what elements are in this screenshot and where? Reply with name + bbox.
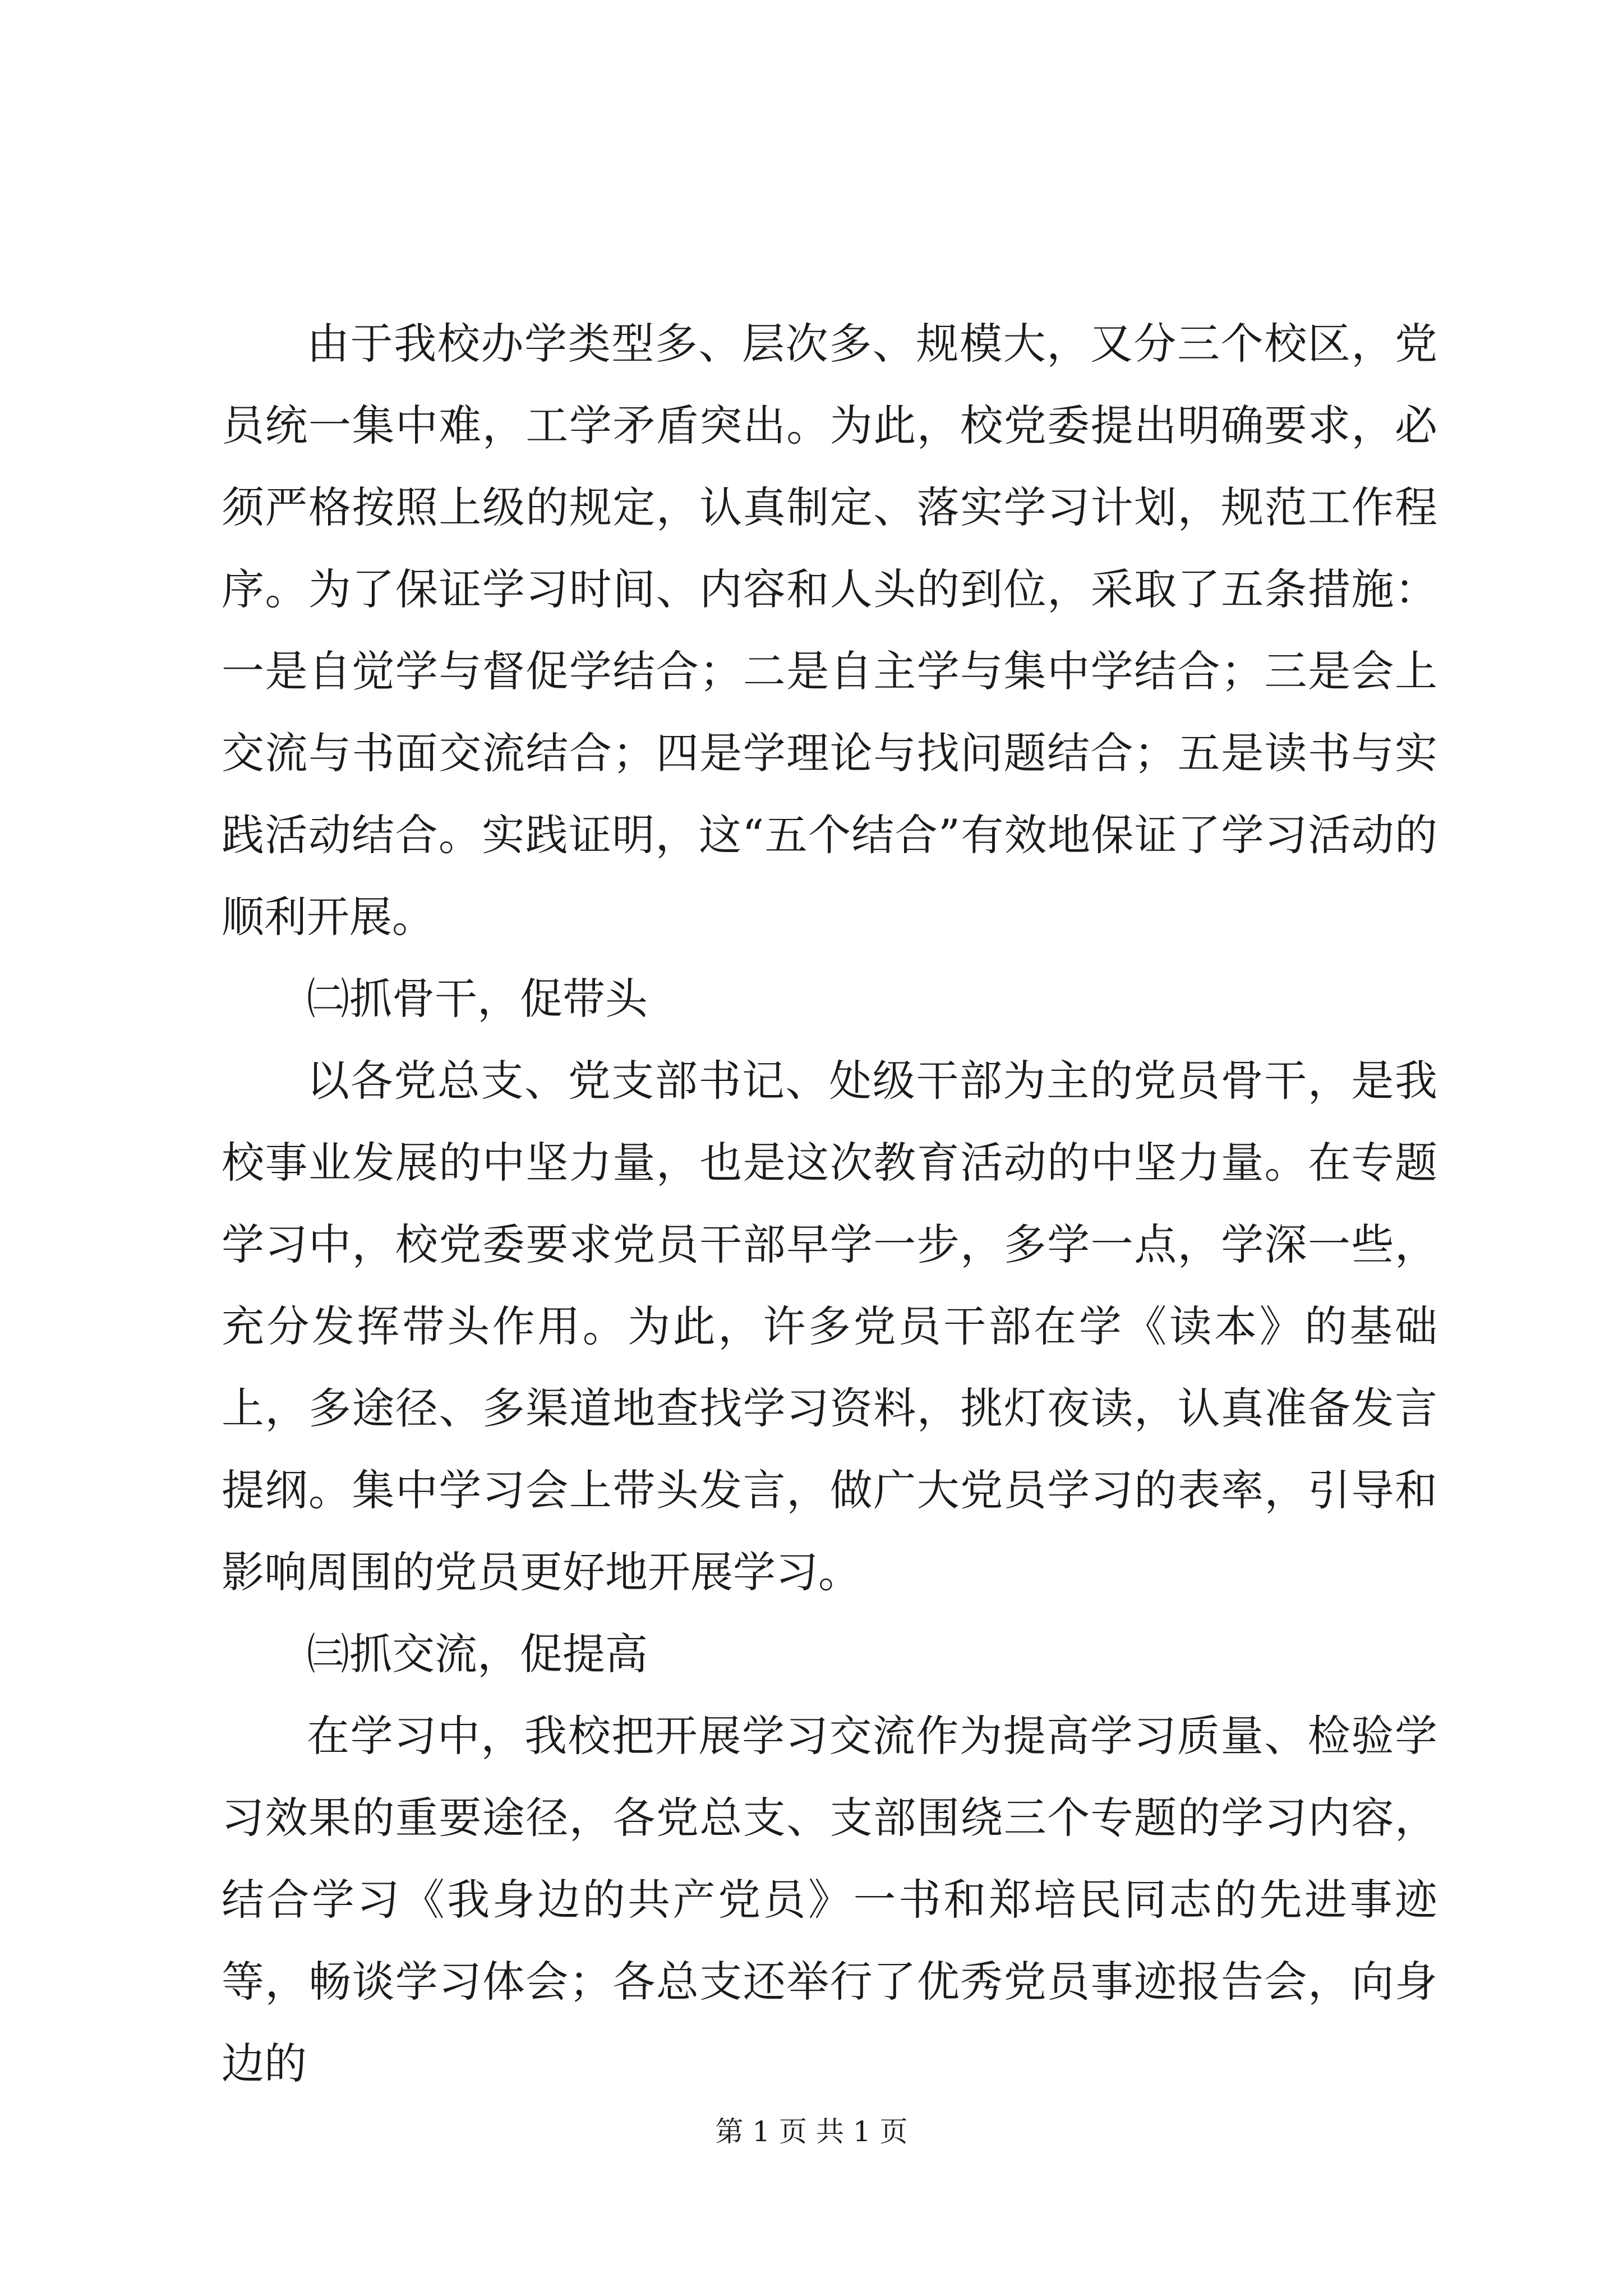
section-heading-backbone: ㈡抓骨干，促带头 [307, 974, 648, 1024]
section-heading-exchange: ㈢抓交流，促提高 [307, 1629, 648, 1679]
page-footer: 第 1 页 共 1 页 [715, 2115, 908, 2148]
document-body [222, 303, 1437, 2105]
paragraph-study-measures: 由于我校办学类型多、层次多、规模大，又分三个校区，党员统一集中难，工学矛盾突出。为此，校党委提出明确要求，必须严格按照上级的规定，认真制定、落实学习计划，规范工作程序。为了保证学习时间、内容和人头的到位，采取了五条措施：一是自觉学与督促学结合；二是自主学与集中学结合；三是会上交流与书面交流结合；四是学理论与找问题结合；五是读书与实践活动结合。实践证明，这“五个结合”有效地保证了学习活动的顺利开展。 [222, 319, 1437, 942]
paragraph-study-exchange: 在学习中，我校把开展学习交流作为提高学习质量、检验学习效果的重要途径，各党总支、支部围绕三个专题的学习内容，结合学习《我身边的共产党员》一书和郑培民同志的先进事迹等，畅谈学习体会；各总支还举行了优秀党员事迹报告会，向身边的 [222, 1711, 1437, 2088]
paragraph-backbone-members: 以各党总支、党支部书记、处级干部为主的党员骨干，是我校事业发展的中坚力量，也是这次教育活动的中坚力量。在专题学习中，校党委要求党员干部早学一步，多学一点，学深一些，充分发挥带头作用。为此，许多党员干部在学《读本》的基础上，多途径、多渠道地查找学习资料，挑灯夜读，认真准备发言提纲。集中学习会上带头发言，做广大党员学习的表率，引导和影响周围的党员更好地开展学习。 [222, 1056, 1437, 1597]
